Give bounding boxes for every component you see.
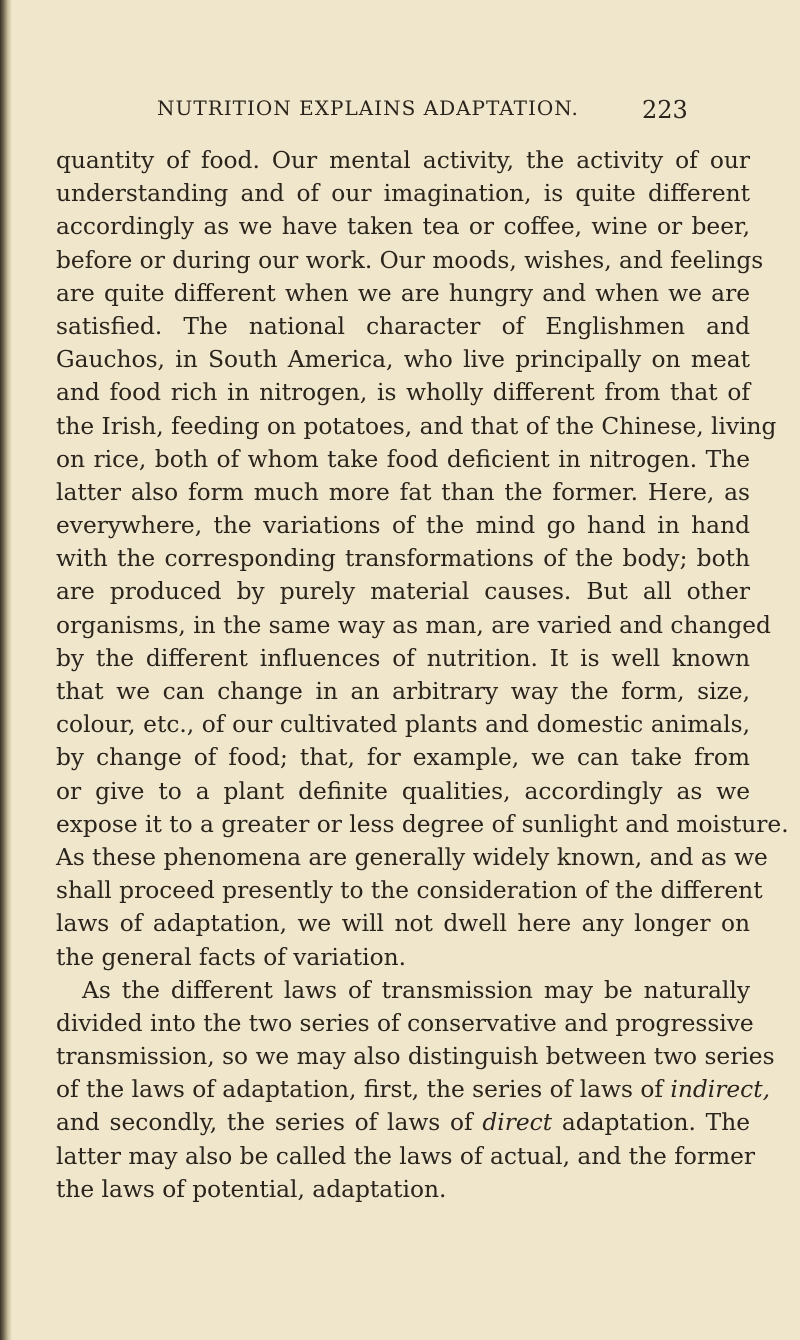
text-line: latter also form much more fat than the former. Here, as: [56, 478, 750, 506]
text-line: accordingly as we have taken tea or coffee, wine or beer,: [56, 213, 750, 241]
text-line: are produced by purely material causes. But all other: [56, 578, 750, 606]
italic-term-direct: direct: [482, 1109, 553, 1137]
text-line: As the different laws of transmission may be naturally: [82, 976, 750, 1004]
text-line: everywhere, the variations of the mind go hand in hand: [56, 512, 750, 540]
text-line: understanding and of our imagination, is quite different: [56, 180, 750, 208]
text-line: by the different influences of nutrition. It is well known: [56, 644, 750, 672]
text-line: and food rich in nitrogen, is wholly different from that of: [56, 379, 750, 407]
text-line: divided into the two series of conservative and progressive: [56, 1009, 754, 1037]
running-head-title: NUTRITION EXPLAINS ADAPTATION.: [157, 96, 579, 120]
text-line: [56, 1073, 770, 1106]
text-line: by change of food; that, for example, we can take from: [56, 744, 750, 772]
body-text: [56, 144, 789, 1206]
text-line: latter may also be called the laws of actual, and the former: [56, 1142, 755, 1170]
text-line: transmission, so we may also distinguish between two series: [56, 1043, 775, 1071]
text-line: quantity of food. Our mental activity, the activity of our: [56, 147, 750, 174]
text-line: organisms, in the same way as man, are varied and changed: [56, 611, 771, 639]
text-line: before or during our work. Our moods, wishes, and feelings: [56, 246, 764, 274]
text-line: satisfied. The national character of Englishmen and: [56, 312, 750, 340]
text-run: adaptation. The: [552, 1109, 751, 1137]
text-line: colour, etc., of our cultivated plants and domestic animals,: [56, 711, 750, 739]
text-line: As these phenomena are generally widely known, and as we: [56, 843, 768, 871]
running-head: [0, 96, 800, 130]
italic-term-indirect: indirect,: [670, 1076, 770, 1104]
text-line: with the corresponding transformations of the body; both: [56, 545, 750, 573]
paragraph-2: [56, 974, 775, 1206]
paragraph-1: [56, 144, 789, 974]
text-line: or give to a plant definite qualities, accordingly as we: [56, 777, 750, 805]
text-line: the laws of potential, adaptation.: [56, 1175, 447, 1203]
binding-edge: [0, 0, 12, 1340]
text-run: and secondly, the series of laws of: [56, 1109, 483, 1137]
text-line: shall proceed presently to the consideration of the different: [56, 877, 763, 905]
text-line: on rice, both of whom take food deficient in nitrogen. The: [56, 445, 750, 473]
text-line: the Irish, feeding on potatoes, and that of the Chinese, living: [56, 412, 777, 440]
text-line: are quite different when we are hungry and when we are: [56, 279, 750, 307]
text-line: Gauchos, in South America, who live principally on meat: [56, 346, 750, 374]
text-line: the general facts of variation.: [56, 943, 407, 971]
text-line: that we can change in an arbitrary way the form, size,: [56, 678, 750, 705]
text-run: of the laws of adaptation, first, the series of laws of: [56, 1076, 671, 1104]
text-line: laws of adaptation, we will not dwell here any longer on: [56, 910, 750, 938]
page-number: 223: [642, 96, 688, 124]
text-line: expose it to a greater or less degree of sunlight and moisture.: [56, 810, 789, 838]
text-line: [56, 1106, 750, 1139]
